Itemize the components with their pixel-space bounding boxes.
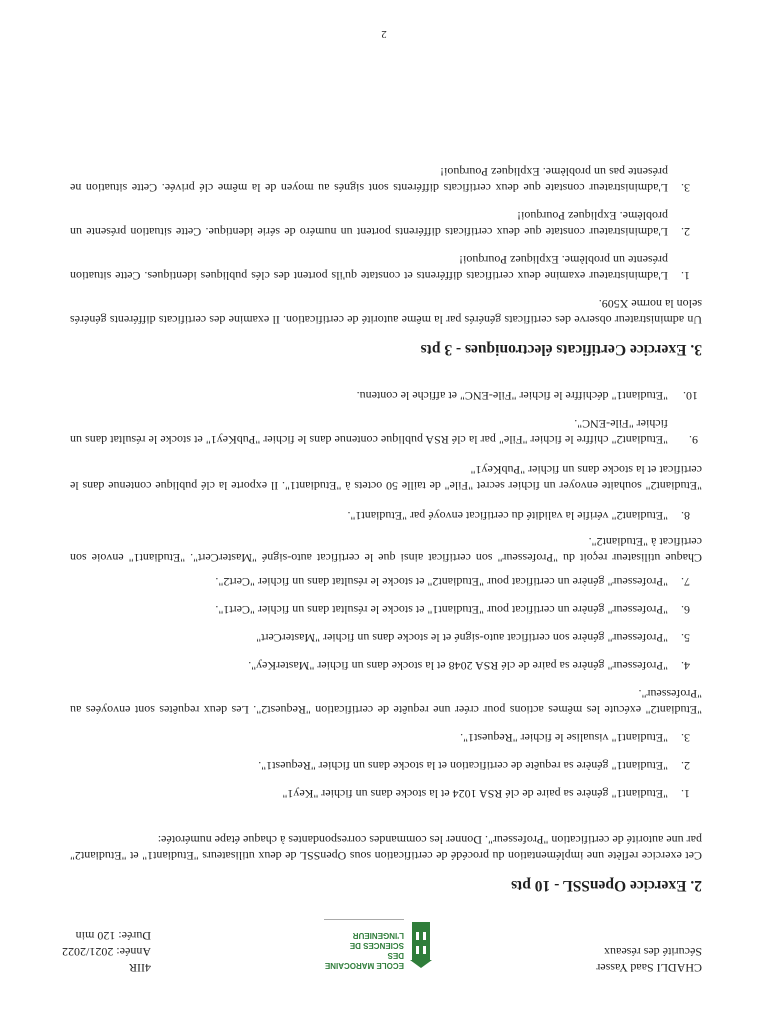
school-logo xyxy=(322,910,432,976)
list-item: 10. "Etudiant1" déchiffre le fichier "File-ENC" et affiche le contenu. xyxy=(356,389,698,403)
section3-list xyxy=(70,164,690,284)
list-item: 2. "Etudiant1" génère sa requête de certification et la stocke dans un fichier "Request1". xyxy=(258,759,690,773)
list-item: 1. "Etudiant1" génère sa paire de clé RSA 1024 et la stocke dans un fichier "Key1" xyxy=(282,787,690,801)
list-item: 9. "Etudiant2" chiffre le fichier "File" par la clé RSA publique contenue dans le fichier "PubKey1" et stocke le résultat dans un fichier "File-ENC". xyxy=(70,417,698,447)
section2-list-b xyxy=(70,574,690,674)
header-class: 4IIR xyxy=(129,961,151,975)
list-item: 3. "Etudiant1" visualise le fichier "Request1". xyxy=(460,731,690,745)
header-duration: Durée: 120 min xyxy=(75,929,151,943)
section2-intro: Cet exercice reflète une implémentation du procédé de certification sous OpenSSL de deux utilisateurs "Etudiant1" et "Etudiant2" par une autorité de certification "Professeur". Donner les commandes correspondantes à chaque étape numérotée: xyxy=(70,833,702,863)
section2-list-c xyxy=(70,508,690,524)
section2-list-d xyxy=(70,388,698,448)
section2-para-b: "Etudiant2" exécute les mêmes actions pour créer une requête de certification "Request2". Les deux requêtes sont envoyées au "Professeur". xyxy=(70,687,702,717)
list-item: 6. "Professeur" génère un certificat pour "Etudiant1" et stocke le résultat dans un fichier "Cert1". xyxy=(215,603,690,617)
section3-intro: Un administrateur observe des certificats générés par la même autorité de certification. Il examine des certificats différents générés selon la norme X509. xyxy=(70,297,702,327)
logo-school-name: ECOLE MAROCAINE DES SCIENCES DE L'INGENIEUR xyxy=(324,931,404,970)
header-left xyxy=(596,944,702,976)
list-item: 4. "Professeur" génère sa paire de clé RSA 2048 et la stocke dans un fichier "MasterKey". xyxy=(248,659,690,673)
header-author: CHADLI Saad Yasser xyxy=(596,961,702,975)
header xyxy=(62,906,702,976)
header-year: Année: 2021/2022 xyxy=(62,945,151,959)
section3-title: 3. Exercice Certificats électroniques - 3 pts xyxy=(420,341,702,358)
section2-para-d: "Etudiant2" souhaite envoyer un fichier secret "File" de taille 50 octets à "Etudiant1". Il exporte la clé publique contenue dans le certificat et la stocke dans un fichier "PubKey1" xyxy=(70,463,702,493)
list-item: 3. L'administrateur constate que deux certificats différents sont signés au moyen de la même clé privée. Cette situation ne présente pas un problème. Expliquez Pourquoi! xyxy=(70,165,690,195)
list-item: 7. "Professeur" génère un certificat pour "Etudiant2" et stocke le résultat dans un fichier "Cert2". xyxy=(215,575,690,589)
list-item: 1. L'administrateur examine deux certificats différents et constate qu'ils portent des clés publiques identiques. Cette situation présente un problème. Expliquez Pourquoi! xyxy=(70,253,690,283)
list-item: 2. L'administrateur constate que deux certificats différents portent un numéro de série identique. Cette situation présente un problème. Expliquez Pourquoi! xyxy=(70,209,690,239)
list-item: 8. "Etudiant2" vérifie la validité du certificat envoyé par "Etudiant1". xyxy=(347,509,690,523)
section2-para-c: Chaque utilisateur reçoit du "Professeur" son certificat ainsi que le certificat auto-signé "MasterCert". "Etudiant1" envoie son certificat à "Etudiant2". xyxy=(70,535,702,565)
header-course: Sécurité des réseaux xyxy=(604,945,702,959)
list-item: 5. "Professeur" génère son certificat auto-signé et le stocke dans un fichier "MasterCert" xyxy=(256,631,690,645)
page-number: 2 xyxy=(381,28,387,40)
header-right xyxy=(62,928,151,976)
logo-rule xyxy=(324,919,404,920)
section2-list-a xyxy=(70,730,690,802)
emsi-building-logo-icon xyxy=(410,920,432,968)
section2-title: 2. Exercice OpenSSL - 10 pts xyxy=(511,877,702,894)
